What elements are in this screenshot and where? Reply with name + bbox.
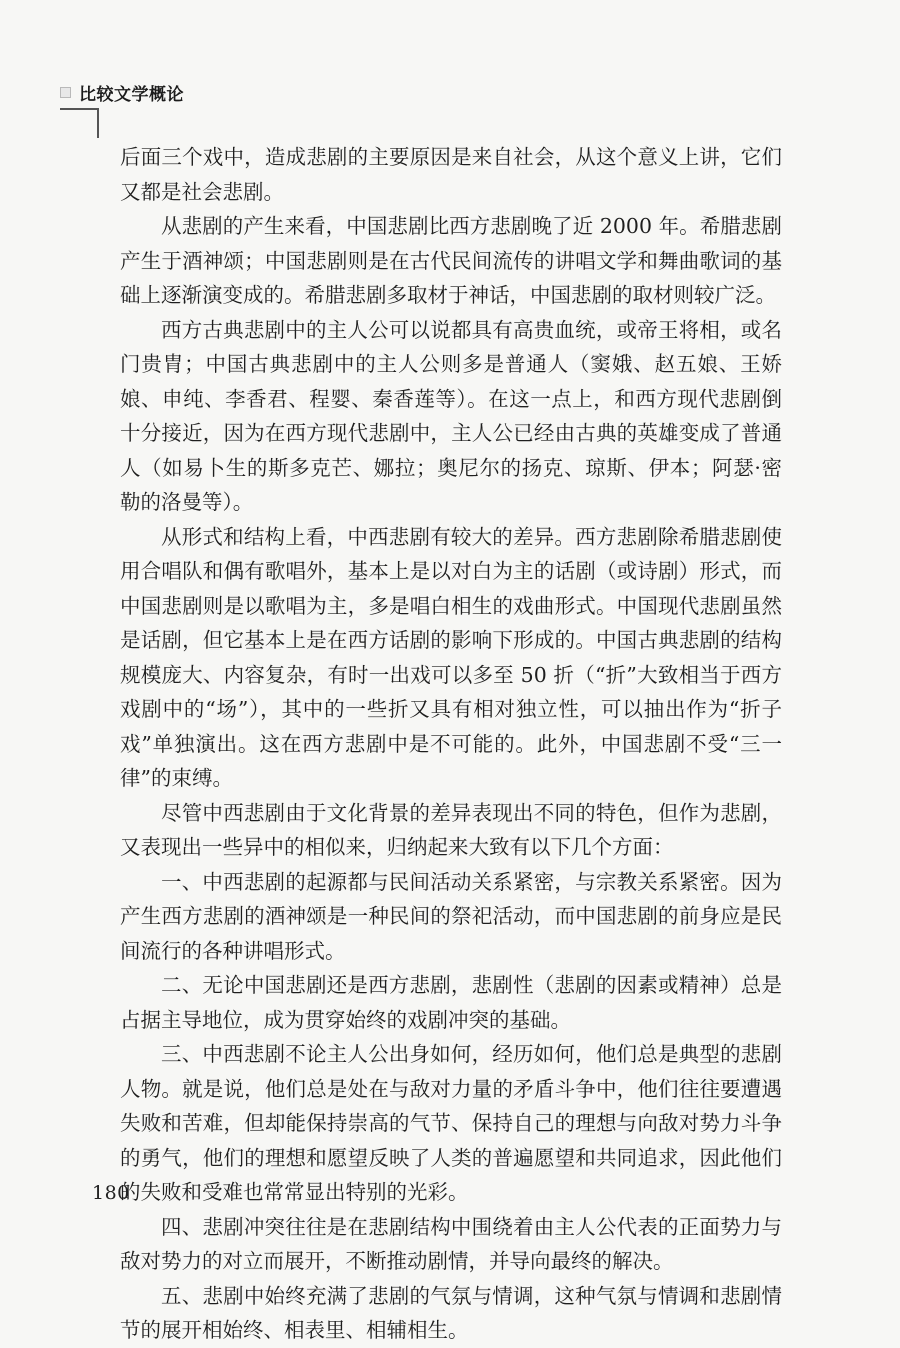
body-text bbox=[120, 140, 782, 1348]
paragraph-point-four: 四、悲剧冲突往往是在悲剧结构中围绕着由主人公代表的正面势力与敌对势力的对立而展开，不断推动剧情，并导向最终的解决。 bbox=[120, 1214, 782, 1273]
running-head-square-icon bbox=[60, 87, 71, 98]
paragraph-point-two: 二、无论中国悲剧还是西方悲剧，悲剧性（悲剧的因素或精神）总是占据主导地位，成为贯穿始终的戏剧冲突的基础。 bbox=[120, 973, 782, 1032]
page-number: 180 bbox=[92, 1182, 130, 1204]
paragraph-continued: 后面三个戏中，造成悲剧的主要原因是来自社会，从这个意义上讲，它们又都是社会悲剧。 bbox=[120, 145, 782, 204]
running-head-title: 比较文学概论 bbox=[79, 84, 184, 105]
running-head-rule-vertical bbox=[97, 108, 99, 138]
paragraph-point-three: 三、中西悲剧不论主人公出身如何，经历如何，他们总是典型的悲剧人物。就是说，他们总是处在与敌对力量的矛盾斗争中，他们往往要遭遇失败和苦难，但却能保持崇高的气节、保持自己的理想与向敌对势力斗争的勇气，他们的理想和愿望反映了人类的普遍愿望和共同追求，因此他们的失败和受难也常常显出特别的光彩。 bbox=[120, 1042, 782, 1204]
paragraph-protagonist: 西方古典悲剧中的主人公可以说都具有高贵血统，或帝王将相，或名门贵胄；中国古典悲剧中的主人公则多是普通人（窦娥、赵五娘、王娇娘、申纯、李香君、程婴、秦香莲等）。在这一点上，和西方现代悲剧倒十分接近，因为在西方现代悲剧中，主人公已经由古典的英雄变成了普通人（如易卜生的斯多克芒、娜拉；奥尼尔的扬克、琼斯、伊本；阿瑟·密勒的洛曼等）。 bbox=[120, 317, 782, 514]
running-head-rule-horizontal bbox=[60, 108, 98, 110]
paragraph-point-one: 一、中西悲剧的起源都与民间活动关系紧密，与宗教关系紧密。因为产生西方悲剧的酒神颂是一种民间的祭祀活动，而中国悲剧的前身应是民间流行的各种讲唱形式。 bbox=[120, 869, 782, 963]
running-head bbox=[60, 80, 220, 104]
paragraph-point-five: 五、悲剧中始终充满了悲剧的气氛与情调，这种气氛与情调和悲剧情节的展开相始终、相表里、相辅相生。 bbox=[120, 1283, 782, 1342]
paragraph-origin: 从悲剧的产生来看，中国悲剧比西方悲剧晚了近 2000 年。希腊悲剧产生于酒神颂；中国悲剧则是在古代民间流传的讲唱文学和舞曲歌词的基础上逐渐演变成的。希腊悲剧多取材于神话，中国悲剧的取材则较广泛。 bbox=[120, 214, 782, 307]
paragraph-similarities-intro: 尽管中西悲剧由于文化背景的差异表现出不同的特色，但作为悲剧，又表现出一些异中的相似来，归纳起来大致有以下几个方面： bbox=[120, 800, 782, 859]
paragraph-form-structure: 从形式和结构上看，中西悲剧有较大的差异。西方悲剧除希腊悲剧使用合唱队和偶有歌唱外，基本上是以对白为主的话剧（或诗剧）形式，而中国悲剧则是以歌唱为主，多是唱白相生的戏曲形式。中国现代悲剧虽然是话剧，但它基本上是在西方话剧的影响下形成的。中国古典悲剧的结构规模庞大、内容复杂，有时一出戏可以多至 50 折（“折”大致相当于西方戏剧中的“场”），其中的一些折又具有相对独立性，可以抽出作为“折子戏”单独演出。这在西方悲剧中是不可能的。此外，中国悲剧不受“三一律”的束缚。 bbox=[120, 524, 782, 790]
